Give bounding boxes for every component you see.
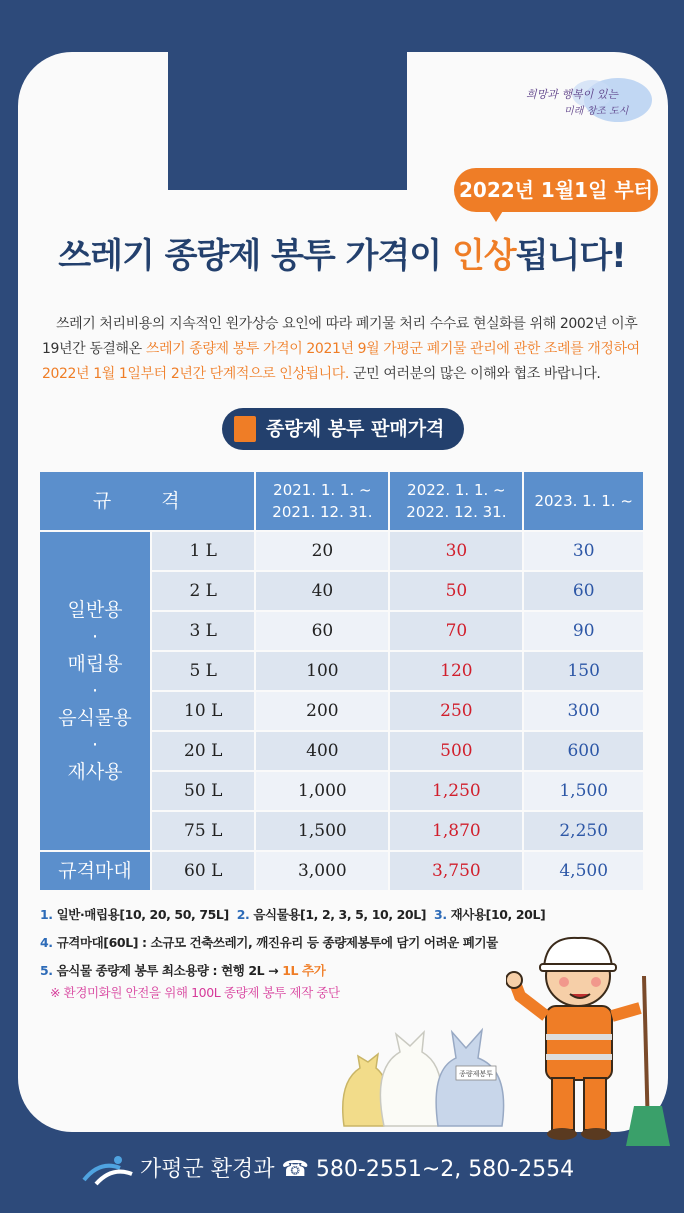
bag-icon xyxy=(234,416,256,442)
intro-highlight: 쓰레기 종량제 봉투 가격이 2021년 9월 가평군 폐기물 관리에 관한 조례를 개정하여 2022년 1월 1일부터 2년간 단계적으로 인상됩니다. xyxy=(42,341,640,382)
card-notch xyxy=(168,0,407,190)
section-title-pill xyxy=(222,408,464,450)
price-2023-cell: 60 xyxy=(524,572,643,610)
bag-label: 종량제봉투 xyxy=(459,1070,493,1078)
table-row xyxy=(40,532,643,570)
note-safety: ※ 환경미화원 안전을 위해 100L 종량제 봉투 제작 중단 xyxy=(50,985,340,1000)
city-slogan-logo xyxy=(522,74,654,128)
intro-part1: 쓰레기 처리비용의 지속적인 원가상승 요인에 따라 폐기물 처리 수수료 현실화를 위해 2002년 이후 19년간 동결해온 xyxy=(42,316,638,357)
headline-highlight: 인상 xyxy=(451,236,516,276)
headline-suffix: 됩니다! xyxy=(515,236,626,276)
price-2023-cell: 30 xyxy=(524,532,643,570)
price-2021-cell: 3,000 xyxy=(256,852,388,890)
notes xyxy=(40,905,560,1011)
size-cell: 60 L xyxy=(152,852,254,890)
price-2022-cell: 30 xyxy=(390,532,522,570)
section-title: 종량제 봉투 판매가격 xyxy=(266,418,445,440)
category-large: 규격마대 xyxy=(40,852,150,890)
sanitation-worker-illustration xyxy=(506,936,672,1148)
price-2023-cell: 90 xyxy=(524,612,643,650)
price-2021-cell: 60 xyxy=(256,612,388,650)
price-2023-cell: 4,500 xyxy=(524,852,643,890)
price-2021-cell: 200 xyxy=(256,692,388,730)
price-2022-cell: 70 xyxy=(390,612,522,650)
header-2021: 2021. 1. 1. ~ 2021. 12. 31. xyxy=(256,472,388,530)
price-2021-cell: 40 xyxy=(256,572,388,610)
price-2022-cell: 1,870 xyxy=(390,812,522,850)
effective-date-badge: 2022년 1월1일 부터 xyxy=(454,168,658,212)
footer-text: 가평군 환경과 ☎ 580-2551~2, 580-2554 xyxy=(140,1157,575,1182)
size-cell: 75 L xyxy=(152,812,254,850)
price-2022-cell: 500 xyxy=(390,732,522,770)
note-line-5: 5. 음식물 종량제 봉투 최소용량 : 현행 2L → 1L 추가 xyxy=(40,963,326,978)
price-2022-cell: 3,750 xyxy=(390,852,522,890)
price-2023-cell: 2,250 xyxy=(524,812,643,850)
header-spec: 규 격 xyxy=(40,472,254,530)
price-2023-cell: 1,500 xyxy=(524,772,643,810)
size-cell: 1 L xyxy=(152,532,254,570)
size-cell: 2 L xyxy=(152,572,254,610)
price-2022-cell: 1,250 xyxy=(390,772,522,810)
price-2021-cell: 1,500 xyxy=(256,812,388,850)
category-general: 일반용 · 매립용 · 음식물용 · 재사용 xyxy=(40,532,150,850)
price-2022-cell: 50 xyxy=(390,572,522,610)
size-cell: 3 L xyxy=(152,612,254,650)
svg-text:미래 창조 도시: 미래 창조 도시 xyxy=(564,106,629,117)
date-badge-tail xyxy=(486,206,506,222)
price-2021-cell: 1,000 xyxy=(256,772,388,810)
note-line-4: 4. 규격마대[60L] : 소규모 건축쓰레기, 깨진유리 등 종량제봉투에 담기 어려운 폐기물 xyxy=(40,935,498,950)
footer-contact xyxy=(82,1150,642,1190)
price-2023-cell: 150 xyxy=(524,652,643,690)
garbage-bags-illustration xyxy=(338,1018,518,1130)
price-2022-cell: 250 xyxy=(390,692,522,730)
county-logo-icon xyxy=(82,1154,134,1186)
price-2022-cell: 120 xyxy=(390,652,522,690)
price-2021-cell: 100 xyxy=(256,652,388,690)
price-2021-cell: 400 xyxy=(256,732,388,770)
price-2021-cell: 20 xyxy=(256,532,388,570)
note-line-1: 1. 일반·매립용[10, 20, 50, 75L] 2. 음식물용[1, 2, 3, 5, 10, 20L] 3. 재사용[10, 20L] xyxy=(40,907,546,922)
intro-part2: 군민 여러분의 많은 이해와 협조 바랍니다. xyxy=(348,366,601,382)
size-cell: 50 L xyxy=(152,772,254,810)
table-row xyxy=(40,852,643,890)
size-cell: 10 L xyxy=(152,692,254,730)
price-table xyxy=(38,470,645,892)
headline xyxy=(0,228,684,277)
size-cell: 5 L xyxy=(152,652,254,690)
header-2022: 2022. 1. 1. ~ 2022. 12. 31. xyxy=(390,472,522,530)
size-cell: 20 L xyxy=(152,732,254,770)
price-2023-cell: 600 xyxy=(524,732,643,770)
headline-prefix: 쓰레기 종량제 봉투 가격이 xyxy=(58,236,452,276)
svg-text:희망과 행복이 있는: 희망과 행복이 있는 xyxy=(526,88,619,101)
header-2023: 2023. 1. 1. ~ xyxy=(524,472,643,530)
price-2023-cell: 300 xyxy=(524,692,643,730)
intro-paragraph xyxy=(42,312,646,387)
